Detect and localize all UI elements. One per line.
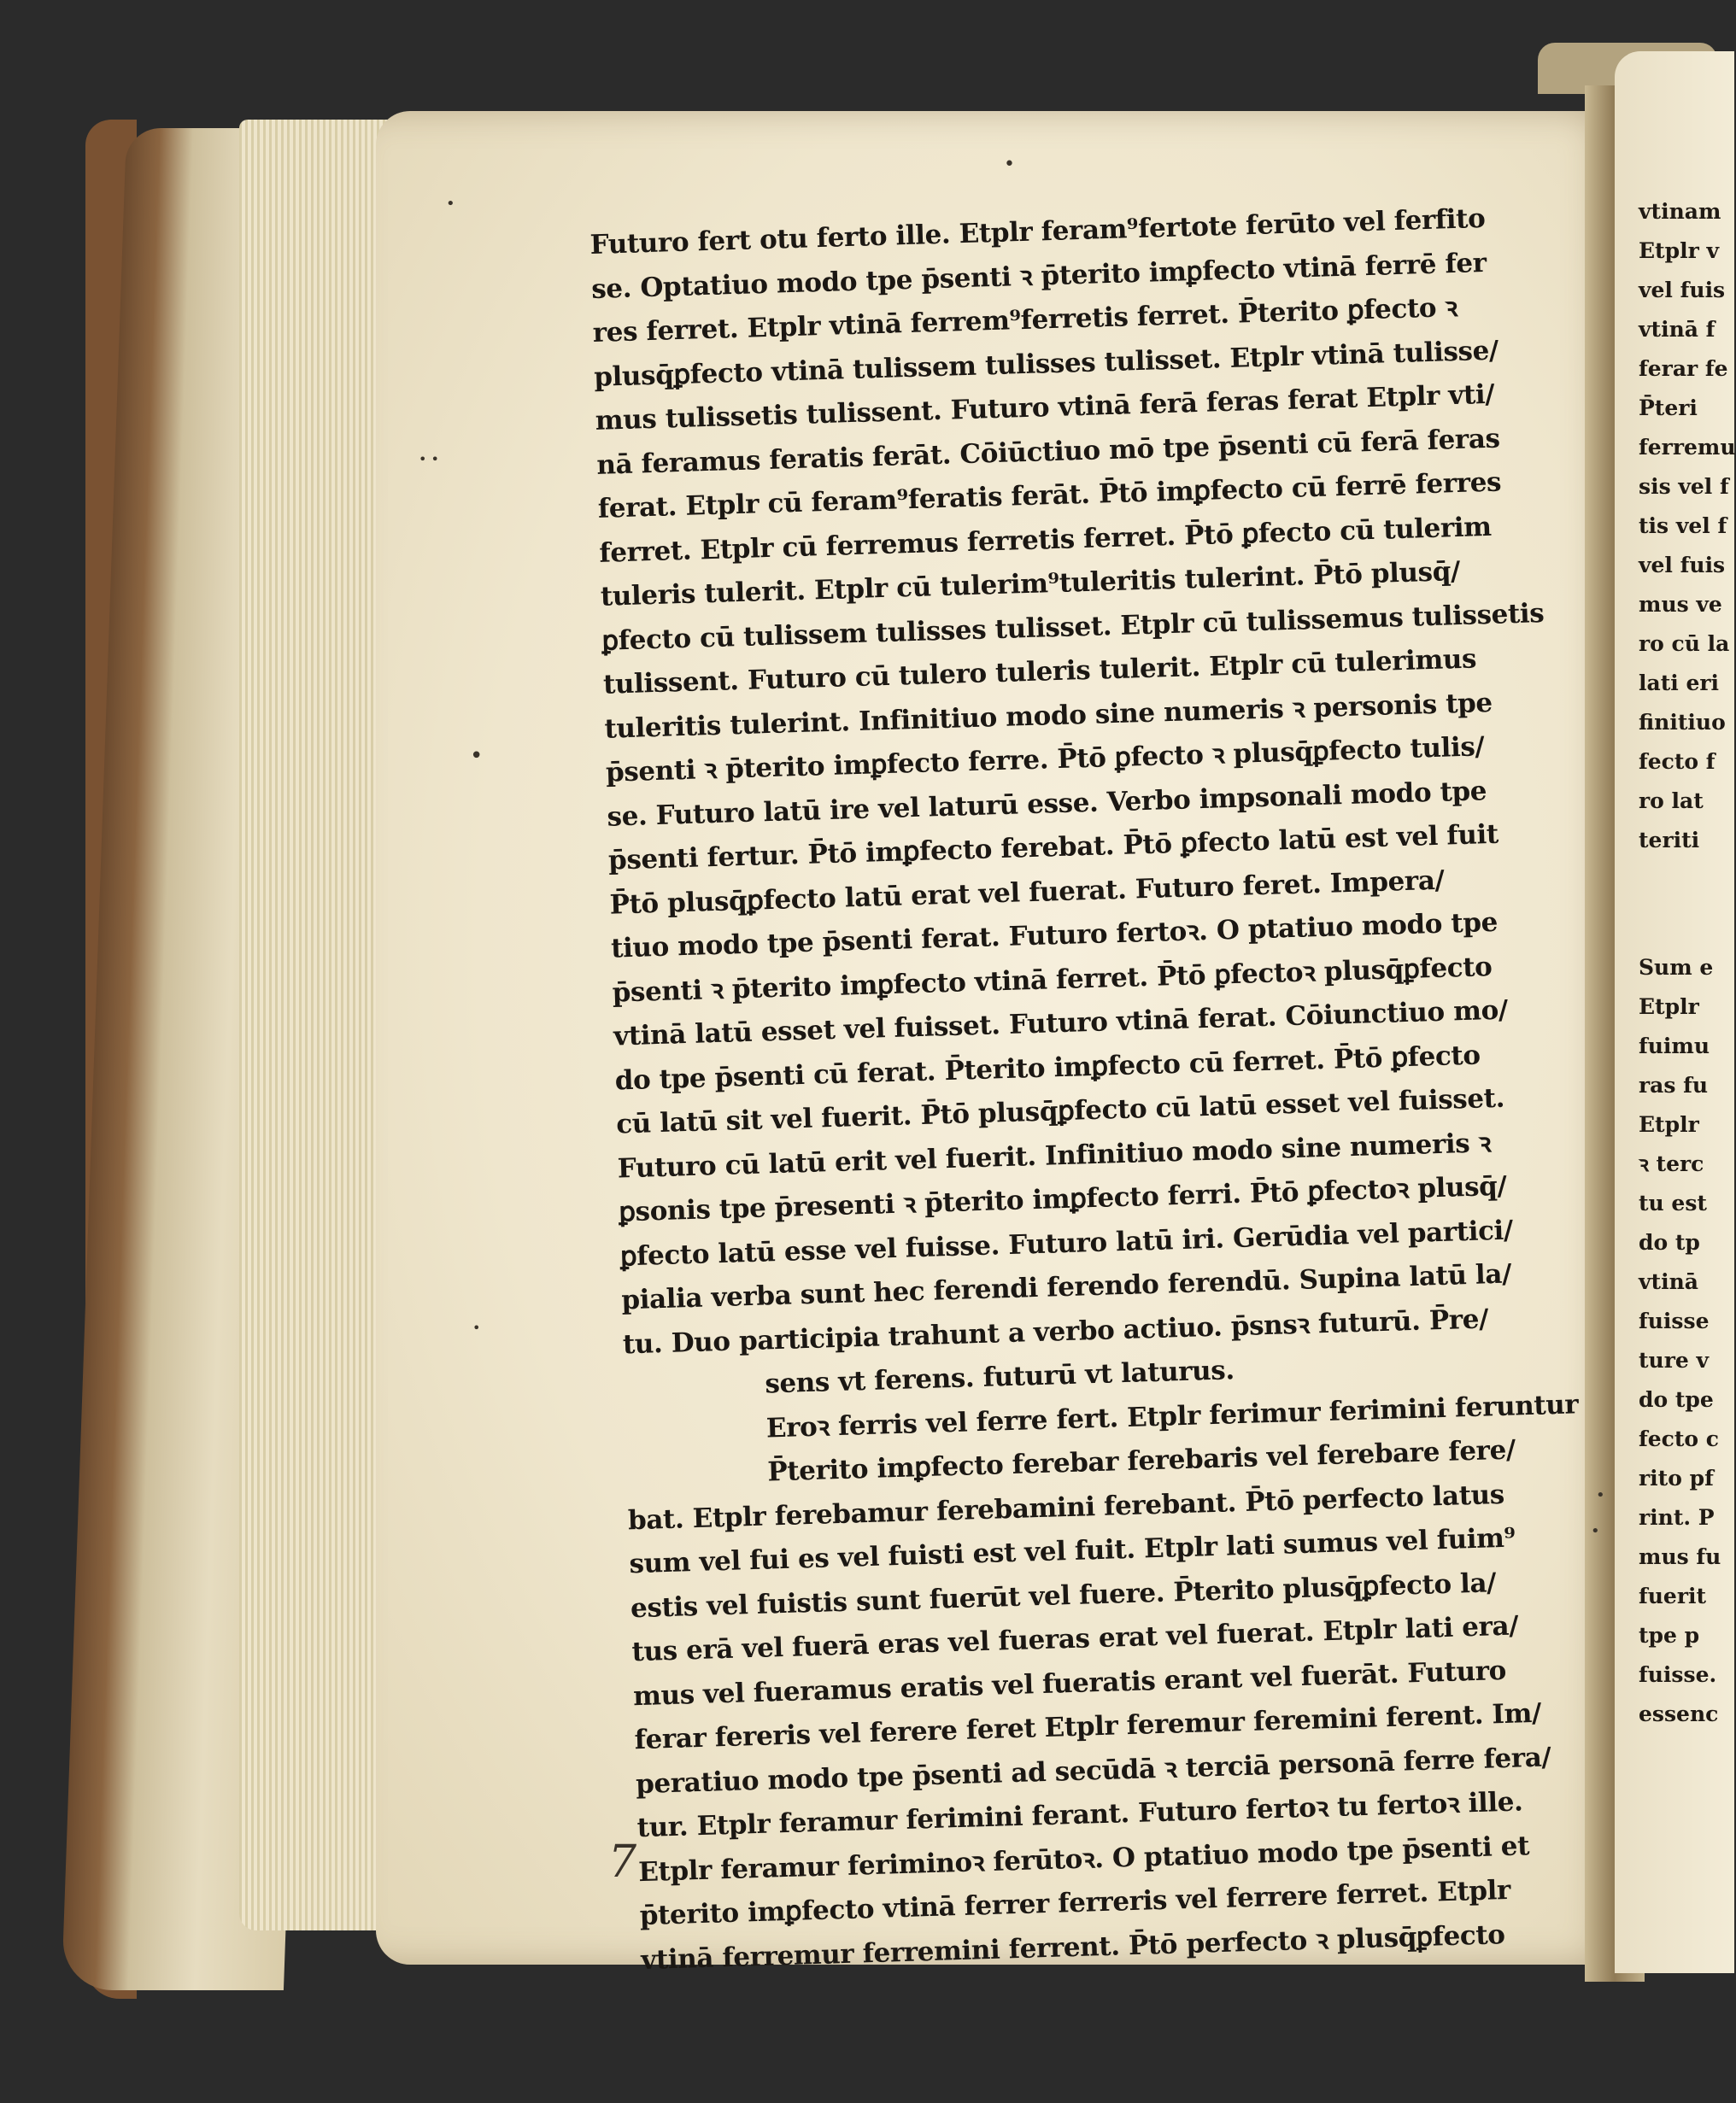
text-line: res ferret. Etplr vtinā ferrem⁹ferretis ferret. P̄terito ꝑfecto ꝛ: [592, 291, 1458, 349]
right-page-fragment: vtinā: [1639, 1269, 1698, 1294]
right-page-fragment: fecto c: [1639, 1426, 1720, 1451]
text-line: tuleritis tulerint. Infinitiuo modo sine numeris ꝛ personis tpe: [604, 687, 1493, 745]
text-line: tur. Etplr feramur ferimini ferant. Futuro fertoꝛ tu fertoꝛ ille.: [636, 1786, 1523, 1844]
right-page-fragment: ro lat: [1639, 788, 1704, 813]
right-page-fragment: tu est: [1639, 1191, 1707, 1216]
right-page-fragment: ferremu: [1639, 435, 1736, 460]
right-page-fragment: vtinā f: [1639, 317, 1715, 342]
right-page-fragment: ꝛ terc: [1639, 1151, 1704, 1176]
right-page-fragment: ras fu: [1639, 1073, 1709, 1098]
right-page-fragment: fuisse: [1639, 1309, 1710, 1333]
main-text-block: [589, 196, 1598, 1983]
right-page-fragment: teriti: [1639, 828, 1700, 852]
ink-speck: • •: [419, 451, 439, 467]
right-page-fragment: tis vel f: [1639, 513, 1727, 538]
text-line: tulissent. Futuro cū tulero tuleris tulerit. Etplr cū tulerimus: [602, 643, 1477, 700]
text-line: P̄tō plusq̄ꝑfecto latū erat vel fuerat. Futuro feret. Impera/: [609, 864, 1445, 921]
ink-speck: •: [472, 1320, 481, 1336]
text-line: ꝑsonis tpe p̄resenti ꝛ p̄terito imꝑfecto ferri. P̄tō ꝑfectoꝛ plusq̄/: [618, 1170, 1507, 1228]
text-line: p̄senti fertur. P̄tō imꝑfecto ferebat. P̄tō ꝑfecto latū est vel fuit: [607, 818, 1499, 876]
text-line: tus erā vel fuerā eras vel fueras erat vel fuerat. Etplr lati era/: [631, 1610, 1519, 1668]
right-page-fragment: tpe p: [1639, 1623, 1700, 1648]
text-line: Eroꝛ ferris vel ferre fert. Etplr ferimur ferimini feruntur: [765, 1388, 1579, 1444]
ink-speck: •: [446, 195, 455, 213]
right-page-upper-text: [1639, 192, 1736, 852]
right-page-fragment: ro cū la: [1639, 631, 1730, 656]
text-line: estis vel fuistis sunt fuerūt vel fuere. P̄terito plusq̄ꝑfecto la/: [630, 1567, 1497, 1624]
ink-speck: •: [1596, 1486, 1605, 1504]
right-page-fragment: mus ve: [1639, 592, 1722, 617]
text-line: nā feramus feratis ferāt. Cōiūctiuo mō tpe p̄senti cū ferā feras: [595, 423, 1501, 481]
right-page-fragment: fuerit: [1639, 1584, 1707, 1608]
ink-speck: •: [1004, 154, 1015, 175]
ink-speck: •: [470, 743, 484, 769]
right-page-fragment: essenc: [1639, 1702, 1719, 1726]
right-page-fragment: finitiuo: [1639, 710, 1726, 735]
right-page-fragment: fuisse.: [1639, 1662, 1717, 1687]
text-line: ferar fereris vel ferere feret Etplr feremur feremini ferent. Im/: [634, 1697, 1542, 1756]
margin-mark: 7: [608, 1836, 637, 1888]
right-page-lower-text: [1639, 948, 1721, 1751]
text-line: mus tulissetis tulissent. Futuro vtinā ferā feras ferat Etplr vti/: [595, 378, 1495, 436]
text-line: Etplr feramur feriminoꝛ ferūtoꝛ. O ptatiuo modo tpe p̄senti et: [637, 1830, 1530, 1888]
text-line: peratiuo modo tpe p̄senti ad secūdā ꝛ terciā personā ferre fera/: [635, 1741, 1551, 1800]
right-page-fragment: P̄teri: [1639, 395, 1698, 420]
right-page-fragment: fecto f: [1639, 749, 1715, 774]
right-page-fragment: fuimu: [1639, 1034, 1710, 1058]
right-page-fragment: Sum e: [1639, 955, 1714, 980]
text-line: sum vel fui es vel fuisti est vel fuit. Etplr lati sumus vel fuim⁹: [629, 1522, 1516, 1580]
text-line: cū latū sit vel fuerit. P̄tō plusq̄ꝑfecto cū latū esset vel fuisset.: [615, 1082, 1505, 1140]
right-page-fragment: vtinam: [1639, 199, 1721, 224]
text-line: vtinā latū esset vel fuisset. Futuro vtinā ferat. Cōiunctiuo mo/: [613, 994, 1509, 1052]
text-line: P̄terito imꝑfecto ferebar ferebaris vel ferebare fere/: [766, 1434, 1516, 1488]
text-line: vtinā ferremur ferremini ferrent. P̄tō perfecto ꝛ plusq̄ꝑfecto: [640, 1918, 1506, 1976]
text-line: mus vel fueramus eratis vel fueratis erant vel fuerāt. Futuro: [632, 1655, 1507, 1712]
right-page-fragment: Etplr: [1639, 1112, 1699, 1137]
right-page-fragment: vel fuis: [1639, 278, 1726, 302]
right-page-fragment: mus fu: [1639, 1544, 1721, 1569]
right-page-fragment: Etplr v: [1639, 238, 1719, 263]
text-line: plusq̄ꝑfecto vtinā tulissem tulisses tulisset. Etplr vtinā tulisse/: [593, 335, 1499, 393]
text-line: p̄senti ꝛ p̄terito imꝑfecto ferre. P̄tō ꝑfecto ꝛ plusq̄ꝑfecto tulis/: [605, 731, 1485, 788]
text-line: ꝑfecto latū esse vel fuisse. Futuro latū iri. Gerūdia vel partici/: [619, 1214, 1514, 1272]
text-line: pialia verba sunt hec ferendi ferendo ferendū. Supina latū la/: [620, 1258, 1512, 1316]
right-page-fragment: rint. P: [1639, 1505, 1715, 1530]
right-page-fragment: ferar fe: [1639, 356, 1728, 381]
right-page-fragment: rito pf: [1639, 1466, 1714, 1491]
right-page-fragment: Etplr: [1639, 994, 1699, 1019]
text-line: p̄senti ꝛ p̄terito imꝑfecto vtinā ferret. P̄tō ꝑfectoꝛ plusq̄ꝑfecto: [612, 951, 1493, 1009]
text-line: tuleris tulerit. Etplr cū tulerim⁹tuleritis tulerint. P̄tō plusq̄/: [600, 555, 1461, 612]
text-line: Futuro fert otu ferto ille. Etplr feram⁹fertote ferūto vel ferfito: [589, 202, 1486, 261]
text-line: do tpe p̄senti cū ferat. P̄terito imꝑfecto cū ferret. P̄tō ꝑfecto: [614, 1040, 1481, 1097]
right-page-fragment: sis vel f: [1639, 474, 1729, 499]
text-line: se. Optatiuo modo tpe p̄senti ꝛ p̄terito imꝑfecto vtinā ferrē fer: [590, 247, 1487, 305]
text-line: Futuro cū latū erit vel fuerit. Infinitiuo modo sine numeris ꝛ: [617, 1127, 1492, 1185]
right-page-fragment: ture v: [1639, 1348, 1710, 1373]
text-line: sens vt ferens. futurū vt laturus.: [764, 1355, 1235, 1400]
right-page-fragment: do tpe: [1639, 1387, 1714, 1412]
text-line: tiuo modo tpe p̄senti ferat. Futuro fertoꝛ. O ptatiuo modo tpe: [610, 906, 1498, 964]
ink-speck: •: [1591, 1522, 1600, 1540]
text-line: ferret. Etplr cū ferremus ferretis ferret. P̄tō ꝑfecto cū tulerim: [598, 511, 1493, 569]
text-line: tu. Duo participia trahunt a verbo actiuo. p̄snsꝛ futurū. P̄re/: [622, 1303, 1489, 1360]
text-line: ferat. Etplr cū feram⁹feratis ferāt. P̄tō imꝑfecto cū ferrē ferres: [597, 466, 1502, 524]
text-line: bat. Etplr ferebamur ferebamini ferebant. P̄tō perfecto latus: [627, 1479, 1505, 1536]
text-line: se. Futuro latū ire vel laturū esse. Verbo impsonali modo tpe: [607, 775, 1487, 833]
text-line: p̄terito imꝑfecto vtinā ferrer ferreris vel ferrere ferret. Etplr: [639, 1874, 1511, 1932]
right-page-fragment: vel fuis: [1639, 553, 1726, 577]
right-page-fragment: lati eri: [1639, 671, 1720, 695]
text-line: ꝑfecto cū tulissem tulisses tulisset. Etplr cū tulissemus tulissetis: [601, 597, 1545, 657]
right-page-fragment: do tp: [1639, 1230, 1700, 1255]
